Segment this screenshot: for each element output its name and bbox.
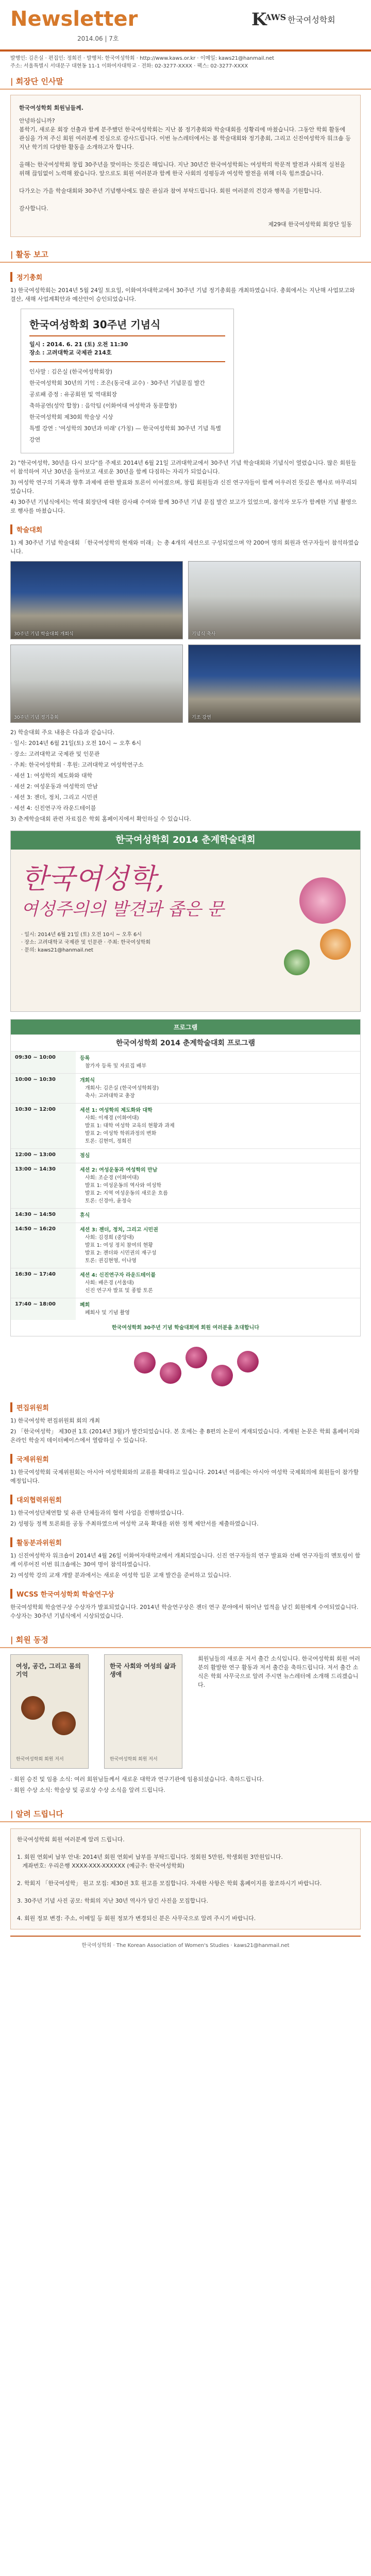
program-item: 사회: 배은경 (서울대) <box>85 1280 134 1286</box>
photo-grid <box>10 561 361 723</box>
event-photo <box>10 645 183 723</box>
program-body <box>76 1298 360 1320</box>
event-photo <box>10 561 183 639</box>
conference-info: · 일시: 2014년 6월 21일 (토) 오전 10시 ~ 오후 6시 · 장소: 고려대학교 국제관 및 인문관 · 주최: 한국여성학회 · 문의: kaws21@hanmail.net <box>21 932 151 953</box>
rose-icon <box>134 1352 156 1374</box>
flower-decoration <box>299 877 346 924</box>
sub-committee: 활동분과위원회 <box>10 1537 361 1547</box>
program-item: 참가자 등록 및 자료집 배부 <box>85 1063 146 1069</box>
greeting-signature: 제29대 한국여성학회 회장단 일동 <box>268 221 352 228</box>
program-body <box>76 1163 360 1208</box>
meta-block <box>0 52 371 74</box>
program-session: 등록 <box>80 1056 90 1061</box>
greeting-body: 안녕하십니까? 봄학기, 새로운 회장 선출과 함께 분주했던 한국여성학회는 지난 봄 정기총회와 학술대회를 성황리에 마쳤습니다. 그동안 학회 활동에 관심을 가져 주신 회원 여러분께 진심으로 감사드립니다. 이번 뉴스레터에서는 봄 학술대회와 정기총회, 그리고 신진여성학자 워크숍 등 지난 학기의 다양한 활동을 소개하고자 합니다. 올해는 한국여성학회 창립 30주년을 맞이하는 뜻깊은 해입니다. 지난 30년간 한국여성학회는 여성학의 학문적 발전과 사회적 실천을 위해 끊임없이 노력해 왔습니다. 앞으로도 회원 여러분과 함께 한국 사회의 성평등과 여성학 발전을 위해 더욱 힘쓰겠습니다. 다가오는 가을 학술대회와 30주년 기념행사에도 많은 관심과 참여 부탁드립니다. 회원 여러분의 건강과 행복을 기원합니다. 감사합니다. <box>19 117 351 212</box>
photo-caption: 기조 강연 <box>192 715 211 720</box>
rose-icon <box>211 1365 233 1386</box>
program-row <box>11 1163 360 1208</box>
book-art <box>21 1696 45 1720</box>
photo-caption: 기념식 축사 <box>192 632 216 637</box>
program-time: 14:30 ~ 14:50 <box>11 1209 76 1223</box>
program-row <box>11 1051 360 1073</box>
program-item: 토론: 권김현영, 이나영 <box>85 1258 137 1264</box>
conference-list-item: · 일시: 2014년 6월 21일(토) 오전 10시 ~ 오후 6시 <box>10 740 141 747</box>
program-row <box>11 1208 360 1223</box>
program-time: 13:00 ~ 14:30 <box>11 1163 76 1208</box>
book-cover <box>104 1654 182 1769</box>
section-notice: | 알려 드립니다 <box>0 1807 371 1822</box>
activity-p3: 3) 여성학 연구의 기록과 향후 과제에 관한 발표와 토론이 이어졌으며, 창립 회원들과 신진 연구자들이 함께 어우러진 뜻깊은 행사로 마무리되었습니다. <box>10 479 357 495</box>
program-time: 10:30 ~ 12:00 <box>11 1104 76 1148</box>
program-rows <box>11 1051 360 1320</box>
program-session: 세션 4: 신진연구자 라운드테이블 <box>80 1273 156 1278</box>
activity-p14: 2) 여성학 강의 교재 개발 분과에서는 새로운 여성학 입문 교재 발간을 준비하고 있습니다. <box>10 1572 231 1579</box>
poster-item: 한국여성학회 30년의 기억 : 조은(동국대 교수) · 30주년 기념문집 발간 <box>29 380 205 386</box>
activity-p7: 3) 춘계학술대회 관련 자료집은 학회 홈페이지에서 확인하실 수 있습니다. <box>10 816 191 822</box>
poster-item: 한국여성학회 제30회 학술상 시상 <box>29 414 113 420</box>
program-time: 12:00 ~ 13:00 <box>11 1149 76 1163</box>
program-body <box>76 1149 360 1163</box>
program-item: 사회: 김경희 (중앙대) <box>85 1235 134 1241</box>
program-title: 한국여성학회 2014 춘계학술대회 프로그램 <box>116 1039 255 1047</box>
anniversary-poster <box>21 309 234 453</box>
activity-p1: 1) 한국여성학회는 2014년 5월 24일 토요일, 이화여자대학교에서 30주년 기념 정기총회를 개최하였습니다. 총회에서는 지난해 사업보고와 결산, 새해 사업계획안과 예산안이 승인되었습니다. <box>10 287 355 302</box>
poster-item: 축하공연(성악 합창) : 음악팀 (이화여대 여성학과 동문합창) <box>29 402 177 409</box>
newsletter-title: Newsletter <box>10 7 138 31</box>
program-item: 신진 연구자 발표 및 종합 토론 <box>85 1288 153 1294</box>
rose-icon <box>237 1351 259 1372</box>
section-greeting: | 회장단 인사말 <box>0 74 371 90</box>
sub-external: 대외협력위원회 <box>10 1495 361 1504</box>
poster-item: 인사말 : 김은실 (한국여성학회장) <box>29 368 112 375</box>
book-title: 한국 사회와 여성의 삶과 생애 <box>110 1663 176 1678</box>
program-item: 사회: 이재경 (이화여대) <box>85 1115 139 1121</box>
sub-general-meeting: 정기총회 <box>10 272 361 282</box>
conference-list-item: · 세션 2: 여성운동과 여성학의 만남 <box>10 783 98 790</box>
activity-p15: 한국여성학회 학술연구상 수상자가 발표되었습니다. 2014년 학술연구상은 젠더 연구 분야에서 뛰어난 업적을 남긴 회원에게 수여되었습니다. 수상자는 30주년 기념식에서 시상되었습니다. <box>10 1604 359 1619</box>
flower-decoration <box>320 929 351 960</box>
conference-list-item: · 세션 3: 젠더, 정치, 그리고 시민권 <box>10 794 98 801</box>
activity-p8: 1) 한국여성학 편집위원회 회의 개최 <box>10 1417 100 1424</box>
program-session: 개회식 <box>80 1078 95 1083</box>
poster-place: 장소 : 고려대학교 국제관 214호 <box>29 349 112 356</box>
program-time: 16:30 ~ 17:40 <box>11 1268 76 1298</box>
news-p2: · 회원 수상 소식: 학술상 및 공로상 수상 소식을 알려 드립니다. <box>10 1787 165 1793</box>
program-body <box>76 1223 360 1268</box>
activity-p12: 2) 성평등 정책 토론회를 공동 주최하였으며 여성학 교육 확대를 위한 정책 제안서를 제출하였습니다. <box>10 1520 259 1527</box>
poster-item: 공로패 증정 : 유공회원 및 역대회장 <box>29 391 117 398</box>
conference-list-item: · 세션 4: 신진연구자 라운드테이블 <box>10 805 96 811</box>
program-item: 사회: 조순경 (이화여대) <box>85 1175 139 1181</box>
program-time: 09:30 ~ 10:00 <box>11 1052 76 1073</box>
program-footer: 한국여성학회 30주년 기념 학술대회에 회원 여러분을 초대합니다 <box>112 1325 259 1331</box>
poster-divider <box>29 335 225 336</box>
book-cover <box>10 1654 89 1769</box>
meta-line-1: 발행인: 김은실 · 편집인: 정희진 · 발행처: 한국여성학회 · http://www.kaws.or.kr · 이메일: kaws21@hanmail.net <box>10 56 274 61</box>
program-body <box>76 1268 360 1298</box>
poster-divider <box>29 361 225 362</box>
news-p1: · 회원 승진 및 임용 소식: 여러 회원님들께서 새로운 대학과 연구기관에 임용되셨습니다. 축하드립니다. <box>10 1776 264 1783</box>
program-item: 발표 1: 여성운동의 역사와 여성학 <box>85 1183 162 1189</box>
program-body <box>76 1052 360 1073</box>
issue-number: 2014.06 | 7호 <box>77 35 119 42</box>
program-row <box>11 1223 360 1268</box>
program-item: 개회사: 김은실 (한국여성학회장) <box>85 1086 159 1091</box>
sub-editorial: 편집위원회 <box>10 1402 361 1412</box>
program-session: 폐회 <box>80 1302 90 1308</box>
conference-poster <box>10 831 361 1012</box>
program-row <box>11 1268 360 1298</box>
activity-p5: 1) 제 30주년 기념 학술대회 「한국여성학의 현재와 미래」는 총 4개의 세션으로 구성되었으며 약 200여 명의 회원과 연구자들이 참석하였습니다. <box>10 539 359 555</box>
meta-line-2: 주소: 서울특별시 서대문구 대현동 11-1 이화여자대학교 · 전화: 02-3277-XXXX · 팩스: 02-3277-XXXX <box>10 63 248 69</box>
program-row <box>11 1298 360 1320</box>
photo-caption: 30주년 기념 학술대회 개회식 <box>14 632 74 637</box>
program-item: 발표 1: 대학 여성학 교육의 현황과 과제 <box>85 1123 175 1129</box>
program-session: 휴식 <box>80 1213 90 1218</box>
header <box>0 0 371 52</box>
sub-conference: 학술대회 <box>10 524 361 534</box>
program-item: 발표 2: 젠더와 시민권의 재구성 <box>85 1250 157 1256</box>
rose-icon <box>185 1347 207 1368</box>
rose-icon <box>160 1362 181 1384</box>
poster-item: 특별 강연 : '여성학의 30년과 미래' (가칭) — 한국여성학회 30주년 기념 특별강연 <box>29 425 222 443</box>
book-subtitle: 한국여성학회 회원 저서 <box>110 1757 158 1762</box>
book-subtitle: 한국여성학회 회원 저서 <box>16 1757 64 1762</box>
program-item: 발표 2: 여성학 학위과정의 변화 <box>85 1131 157 1137</box>
activity-p4: 4) 30주년 기념식에서는 역대 회장단에 대한 감사패 수여와 함께 30주년 기념 문집 발간 보고가 있었으며, 참석자 모두가 함께한 기념 촬영으로 행사를 마쳤습니다. <box>10 499 357 514</box>
program-item: 토론: 김현미, 정희진 <box>85 1139 132 1144</box>
book-art <box>52 1711 76 1735</box>
conference-headline: 한국여성학, <box>21 862 164 895</box>
conference-list-item: · 장소: 고려대학교 국제관 및 인문관 <box>10 751 100 757</box>
activity-p11: 1) 한국여성단체연합 및 유관 단체들과의 협력 사업을 진행하였습니다. <box>10 1510 184 1516</box>
poster-title: 한국여성학회 30주년 기념식 <box>29 318 161 331</box>
program-row <box>11 1073 360 1103</box>
program-item: 토론: 신경아, 윤정숙 <box>85 1198 132 1204</box>
program-session: 점심 <box>80 1153 90 1159</box>
program-time: 14:50 ~ 16:20 <box>11 1223 76 1268</box>
program-session: 세션 3: 젠더, 정치, 그리고 시민권 <box>80 1227 158 1233</box>
program-body <box>76 1104 360 1148</box>
activity-p10: 1) 한국여성학회 국제위원회는 아시아 여성학회와의 교류를 확대하고 있습니다. 2014년 여름에는 아시아 여성학 국제회의에 회원들이 참가할 예정입니다. <box>10 1469 359 1484</box>
program-body <box>76 1074 360 1103</box>
program-session: 세션 2: 여성운동과 여성학의 만남 <box>80 1167 158 1173</box>
rose-decoration <box>10 1342 361 1393</box>
conference-banner: 한국여성학회 2014 춘계학술대회 <box>11 831 360 850</box>
activity-p2: 2) "한국여성학, 30년을 다시 보다"를 주제로 2014년 6월 21일 고려대학교에서 30주년 기념 학술대회와 기념식이 열렸습니다. 많은 회원들이 참석하여 지난 30년을 돌아보고 새로운 30년을 함께 다짐하는 자리가 되었습니다. <box>10 460 357 475</box>
program-item: 폐회사 및 기념 촬영 <box>85 1310 130 1316</box>
book-list <box>10 1654 361 1769</box>
program-row <box>11 1103 360 1148</box>
program-item: 발표 1: 여성 정치 참여의 현황 <box>85 1243 153 1248</box>
conference-list-item: · 세션 1: 여성학의 제도화와 대학 <box>10 772 93 779</box>
sub-award: WCSS 한국여성학회 학술연구상 <box>10 1589 361 1599</box>
notice-box: 한국여성학회 회원 여러분께 알려 드립니다. 1. 회원 연회비 납부 안내: 2014년 회원 연회비 납부를 부탁드립니다. 정회원 5만원, 학생회원 3만원입니다. 계좌번호: 우리은행 XXXX-XXX-XXXXXX (예금주: 한국여성학회) 2. 학회지 「한국여성학」 원고 모집: 제30권 3호 원고를 모집합니다. 자세한 사항은 학회 홈페이지를 참조하시기 바랍니다. 3. 30주년 기념 사진 공모: 학회의 지난 30년 역사가 담긴 사진을 모집합니다. 4. 회원 정보 변경: 주소, 이메일 등 회원 정보가 변경되신 분은 사무국으로 알려 주시기 바랍니다. <box>10 1828 361 1929</box>
conference-subheadline: 여성주의의 발견과 좁은 문 <box>21 899 224 920</box>
program-session: 세션 1: 여성학의 제도화와 대학 <box>80 1108 153 1113</box>
program-item: 발표 2: 지역 여성운동의 새로운 흐름 <box>85 1191 168 1196</box>
greeting-salutation: 한국여성학회 회원님들께. <box>19 105 83 111</box>
book-description: 회원님들의 새로운 저서 출간 소식입니다. 한국여성학회 회원 여러분의 활발한 연구 활동과 저서 출간을 축하드립니다. 저서 출간 소식은 학회 사무국으로 알려 주시면 뉴스레터에 소개해 드리겠습니다. <box>198 1655 360 1688</box>
program-time: 17:40 ~ 18:00 <box>11 1298 76 1320</box>
sub-international: 국제위원회 <box>10 1454 361 1464</box>
kaws-logo <box>251 8 360 29</box>
footer: 한국여성학회 · The Korean Association of Women's Studies · kaws21@hanmail.net <box>10 1936 361 1948</box>
event-photo <box>188 561 361 639</box>
program-table <box>10 1019 361 1336</box>
activity-p9: 2) 「한국여성학」 제30권 1호 (2014년 3월)가 발간되었습니다. 본 호에는 총 8편의 논문이 게재되었습니다. 게재된 논문은 학회 홈페이지와 온라인 학술지 데이터베이스에서 열람하실 수 있습니다. <box>10 1428 360 1444</box>
book-title: 여성, 공간, 그리고 몸의 기억 <box>16 1663 81 1678</box>
activity-p6: 2) 학술대회 주요 내용은 다음과 같습니다. <box>10 729 115 736</box>
program-time: 10:00 ~ 10:30 <box>11 1074 76 1103</box>
logo-mark: K <box>251 9 267 30</box>
poster-date: 일시 : 2014. 6. 21 (토) 오전 11:30 <box>29 341 128 348</box>
event-photo <box>188 645 361 723</box>
program-header: 프로그램 <box>11 1020 360 1035</box>
program-row <box>11 1148 360 1163</box>
photo-caption: 30주년 기념 정기총회 <box>14 715 59 720</box>
section-news: | 회원 동정 <box>0 1633 371 1648</box>
logo-name: 한국여성학회 <box>288 15 335 25</box>
program-item: 축사: 고려대학교 총장 <box>85 1093 135 1099</box>
section-activity: | 활동 보고 <box>0 247 371 263</box>
program-body <box>76 1209 360 1223</box>
conference-list-item: · 주최: 한국여성학회 · 후원: 고려대학교 여성학연구소 <box>10 761 144 768</box>
logo-aws: AWS <box>265 12 286 22</box>
flower-decoration <box>284 950 310 975</box>
activity-p13: 1) 신진여성학자 워크숍이 2014년 4월 26일 이화여자대학교에서 개최되었습니다. 신진 연구자들의 연구 발표와 선배 연구자들의 멘토링이 함께 이루어진 이번 워크숍에는 30여 명이 참석하였습니다. <box>10 1552 361 1568</box>
greeting-box <box>10 95 361 237</box>
